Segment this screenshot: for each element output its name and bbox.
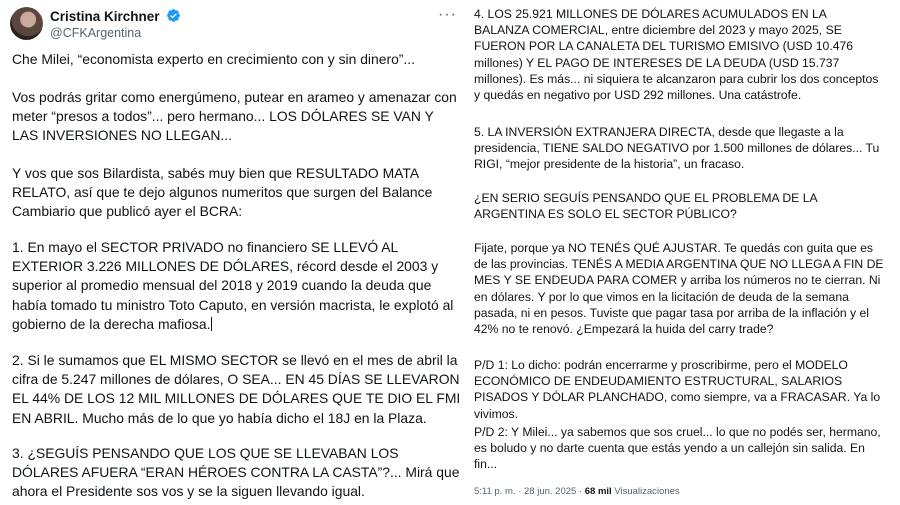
tweet-paragraph-point-4: 4. LOS 25.921 MILLONES DE DÓLARES ACUMULADOS EN LA BALANZA COMERCIAL, entre diciembre del 2023 y mayo 2025, SE FUERON POR LA CANALETA DEL TURISMO EMISIVO (USD 10.476 millones) Y EL PAGO DE INTERESES DE LA DEUDA (USD 15.737 millones). Es más... ni siquiera te alcanzaron para cubrir los dos conceptos y quedás en negativo por USD 292 millones. Una catástrofe.: [474, 7, 879, 103]
tweet-paragraph-point-1-text: 1. En mayo el SECTOR PRIVADO no financiero SE LLEVÓ AL EXTERIOR 3.226 MILLONES DE DÓLARES, récord desde el 2003 y superior al promedio mensual del 2018 y 2019 cuando la deuda que había tomado tu ministro Toto Caputo, en versión macrista, le explotó al gobierno de la derecha mafiosa.: [12, 239, 454, 332]
text-cursor: [211, 317, 212, 331]
tweet-paragraph-bilardista: Y vos que sos Bilardista, sabés muy bien que RESULTADO MATA RELATO, así que te dejo algunos numeritos que surgen del Balance Cambiario que publicó ayer el BCRA:: [12, 165, 433, 220]
avatar[interactable]: [10, 7, 43, 40]
tweet-left-column: [8, 0, 461, 505]
tweet-metadata: [474, 486, 680, 497]
tweet-paragraph-dollars: Vos podrás gritar como energúmeno, putear en arameo y amenazar con meter “presos a todos”... pero hermano... LOS DÓLARES SE VAN Y LAS INVERSIONES NO LLEGAN...: [12, 89, 457, 144]
tweet-paragraph-intro: Che Milei, “economista experto en crecimiento con y sin dinero”...: [12, 51, 416, 67]
tweet-time[interactable]: 5:11 p. m.: [474, 486, 516, 497]
author-name-row[interactable]: [50, 8, 181, 24]
more-options-icon[interactable]: ···: [438, 6, 457, 23]
tweet-paragraph-pd2: P/D 2: Y Milei... ya sabemos que sos cruel... lo que no podés ser, hermano, es boludo y no darte cuenta que estás yendo a un callejón sin salida. En fin...: [474, 425, 881, 472]
tweet-paragraph-point-2: 2. Si le sumamos que EL MISMO SECTOR se llevó en el mes de abril la cifra de 5.247 millones de dólares, O SEA... EN 45 DÍAS SE LLEVARON EL 44% DE LOS 12 MIL MILLONES DE DÓLARES QUE TE DIO EL FMI EN ABRIL. Mucho más de lo que yo había dicho el 18J en la Plaza.: [12, 352, 461, 426]
tweet-paragraph-question: ¿EN SERIO SEGUÍS PENSANDO QUE EL PROBLEMA DE LA ARGENTINA ES SOLO EL SECTOR PÚBLICO?: [474, 191, 817, 222]
tweet-paragraph-point-3: 3. ¿SEGUÍS PENSANDO QUE LOS QUE SE LLEVABAN LOS DÓLARES AFUERA “ERAN HÉROES CONTRA LA CASTA”?... Mirá que ahora el Presidente sos vos y se la siguen llevando igual.: [12, 445, 460, 500]
meta-separator: ·: [518, 486, 522, 497]
tweet-paragraph-point-1: [12, 238, 462, 334]
meta-separator: ·: [578, 486, 583, 497]
verified-badge-icon: [166, 8, 181, 23]
views-count: 68 mil: [584, 486, 612, 497]
tweet-paragraph-ajustar: Fijate, porque ya NO TENÉS QUÉ AJUSTAR. Te quedás con guita que es de las provincias. TENÉS A MEDIA ARGENTINA QUE NO LLEGA A FIN DE MES Y SE ENDEUDA PARA COMER y arriba los números no te cierran. Ni en dólares. Y por lo que vimos en la licitación de deuda de la semana pasada, ni en pesos. Tuviste que pagar tasa por arriba de la inflación y el 42% no te renovó. ¿Empezará la huida del carry trade?: [474, 241, 884, 337]
views-label: Visualizaciones: [614, 486, 680, 497]
tweet-paragraph-pd1: P/D 1: Lo dicho: podrán encerrarme y proscribirme, pero el MODELO ECONÓMICO DE ENDEUDAMIENTO ESTRUCTURAL, SALARIOS PISADOS Y DÓLAR PLANCHADO, como siempre, va a FRACASAR. Ya lo vivimos.: [474, 358, 881, 421]
author-name[interactable]: Cristina Kirchner: [50, 9, 160, 24]
tweet-header: [8, 6, 458, 46]
tweet-paragraph-point-5: 5. LA INVERSIÓN EXTRANJERA DIRECTA, desde que llegaste a la presidencia, TIENE SALDO NEGATIVO por 1.500 millones de dólares... Tu RIGI, “mejor presidente de la historia”, un fracaso.: [474, 125, 880, 172]
author-handle[interactable]: @CFKArgentina: [50, 26, 142, 40]
tweet-date[interactable]: 28 jun. 2025: [524, 486, 577, 497]
tweet-right-column: [466, 0, 900, 505]
